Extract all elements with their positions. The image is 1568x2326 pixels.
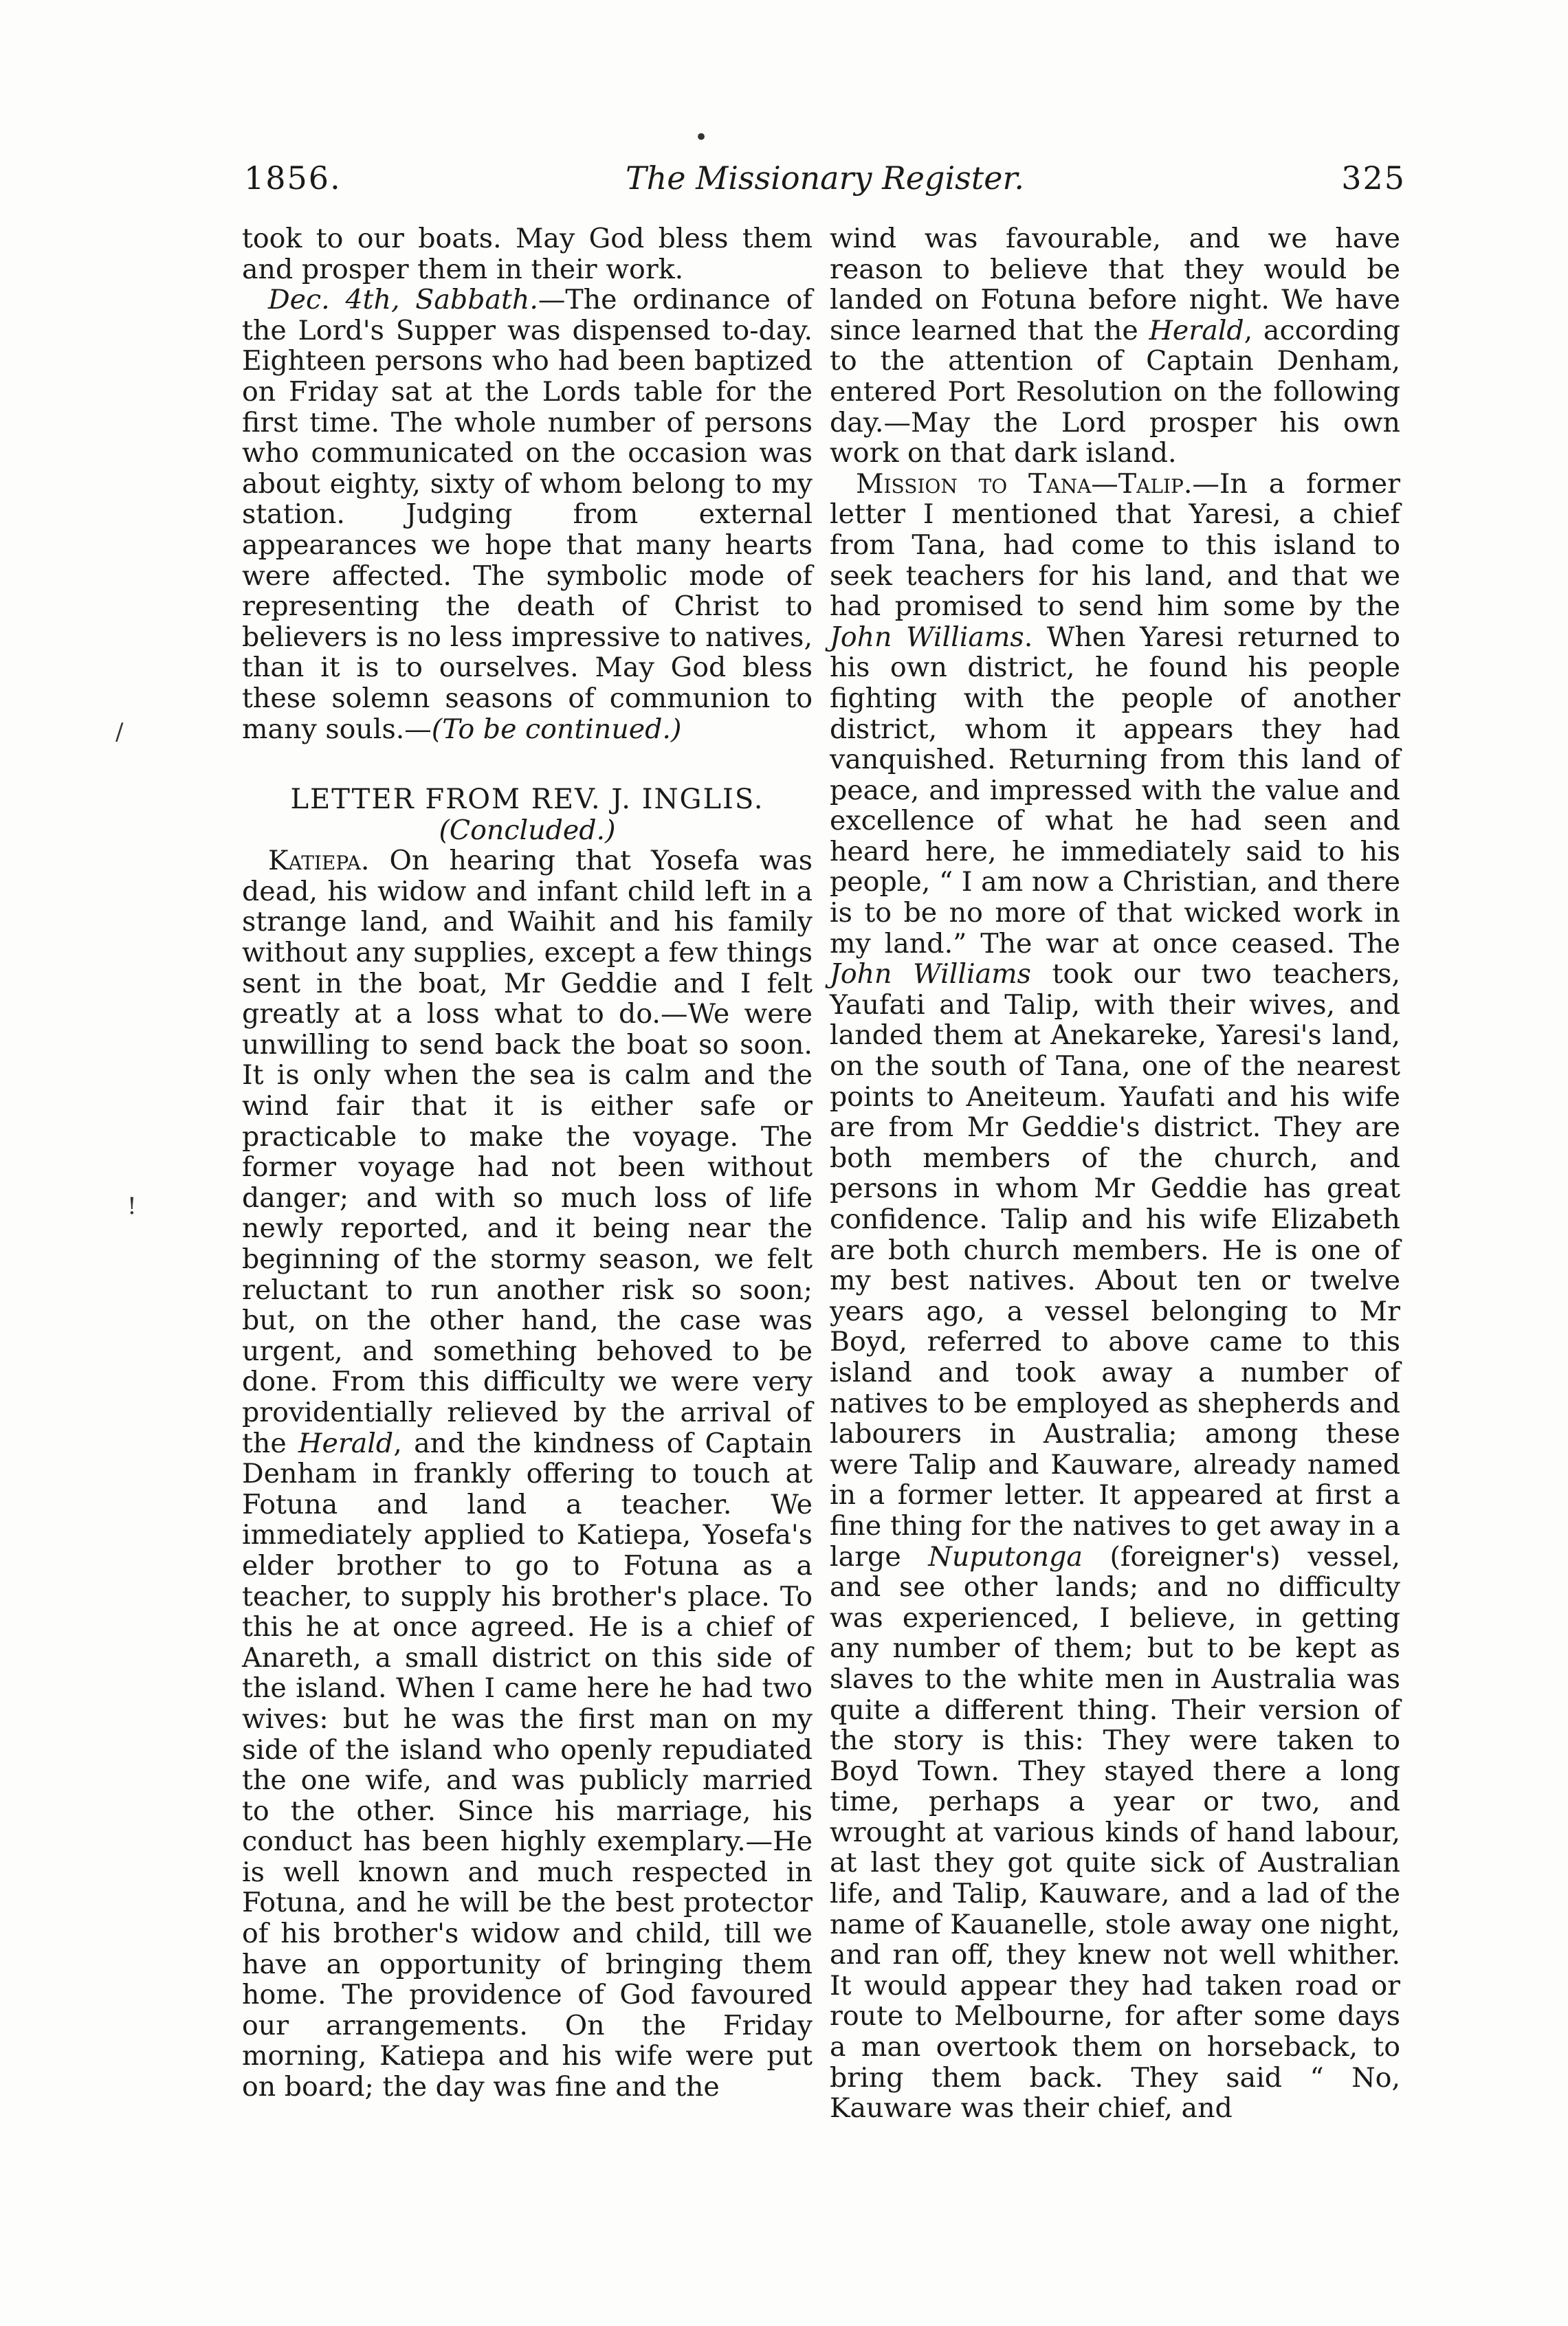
right-para-2b: . When Yaresi returned to his own district, he found his people fighting with the people of another district, whom it appears they had vanquished. Returning from this land of peace, and impressed with the value and excellence of what he had seen and heard here, he immediately said to his people, “ I am now a Christian, and there is to be no more of that wicked work in my land.” The war at once ceased. The — [830, 621, 1400, 960]
left-para-3-body: On hearing that Yosefa was dead, his widow and infant child left in a strange land, and Waihit and his family without any supplies, except a few things sent in the boat, Mr Geddie and I felt greatly at a loss what to do.—We were unwilling to send back the boat so soon. It is only when the sea is calm and the wind fair that it is either safe or practicable to make the voyage. The former voyage had not been without danger; and with so much loss of life newly reported, and it being near the beginning of the stormy season, we felt reluctant to run another risk so soon; but, on the other hand, the case was urgent, and something behoved to be done. From this difficulty we were very providentially relieved by the arrival of the — [242, 845, 813, 1459]
ship-john-williams-1: John Williams — [830, 621, 1024, 653]
right-para-1b: , according to the attention of Captain Denham, entered Port Resolution on the following day.—May the Lord prosper his own work on that dark island. — [830, 314, 1400, 469]
header-year: 1856. — [244, 159, 342, 197]
letter-heading: LETTER FROM REV. J. INGLIS. — [290, 784, 764, 816]
right-para-2 — [830, 469, 1400, 2124]
margin-mark: ! — [127, 1193, 137, 1220]
date-entry: Dec. 4th, Sabbath. — [268, 284, 538, 316]
left-column — [242, 223, 813, 2103]
right-para-2c: took our two teachers, Yaufati and Talip, with their wives, and landed them at Anekareke, Yaresi's land, on the south of Tana, one of the nearest points to Aneiteum. Yaufati and his wife are from Mr Geddie's district. They are both members of the church, and persons in whom Mr Geddie has great confidence. Talip and his wife Elizabeth are both church members. He is one of my best natives. About ten or twelve years ago, a vessel belonging to Mr Boyd, referred to above came to this island and took away a number of natives to be employed as shepherds and labourers in Australia; among these were Talip and Kauware, already named in a former letter. It appeared at first a fine thing for the natives to get away in a large — [830, 958, 1400, 1573]
right-column — [830, 223, 1400, 2124]
ship-herald-2: Herald — [1149, 314, 1244, 346]
letter-subheading: (Concluded.) — [439, 814, 616, 846]
header-page-number: 325 — [1341, 159, 1406, 197]
nuputonga-term: Nuputonga — [928, 1540, 1083, 1573]
left-para-3-cont: , and the kindness of Captain Denham in frankly offering to touch at Fotuna and land a teacher. We immediately applied to Katiepa, Yosefa's elder brother to go to Fotuna as a teacher, to supply his brother's place. To this he at once agreed. He is a chief of Anareth, a small district on this side of the island. When I came here he had two wives: but he was the first man on my side of the island who openly repudiated the one wife, and was publicly married to the other. Since his marriage, his conduct has been highly exemplary.—He is well known and much respected in Fotuna, and he will be the best protector of his brother's widow and child, till we have an opportunity of bringing them home. The providence of God favoured our arrangements. On the Friday morning, Katiepa and his wife were put on board; the day was fine and the — [242, 1427, 813, 2103]
ship-herald: Herald — [298, 1427, 394, 1459]
right-para-1 — [830, 223, 1400, 469]
right-para-2d: (foreigner's) vessel, and see other lands; and no difficulty was experienced, I believe, in getting any number of them; but to be kept as slaves to the white men in Australia was quite a different thing. Their version of the story is this: They were taken to Boyd Town. They stayed there a long time, perhaps a year or two, and wrought at various kinds of hand labour, at last they got quite sick of Australian life, and Talip, Kauware, and a lad of the name of Kauanelle, stole away one night, and ran off, they knew not well whither. It would appear they had taken road or route to Melbourne, for after some days a man overtook them on horseback, to bring them back. They said “ No, Kauware was their chief, and — [830, 1540, 1400, 2125]
ship-john-williams-2: John Williams — [830, 958, 1031, 990]
mission-tana-lead: Mission to Tana—Talip. — [856, 467, 1193, 500]
right-para-1a: wind was favourable, and we have reason to believe that they would be landed on Fotuna before night. We have since learned that the — [830, 223, 1400, 346]
left-para-3 — [242, 845, 813, 2102]
margin-mark: / — [115, 718, 124, 746]
right-para-2a: —In a former letter I mentioned that Yaresi, a chief from Tana, had come to this island to seek teachers for his land, and that we had promised to send him some by the — [830, 467, 1400, 623]
scan-speck: • — [694, 124, 709, 151]
left-para-1: took to our boats. May God bless them and prosper them in their work. — [242, 223, 813, 285]
katiepa-lead: Katiepa. — [268, 845, 370, 877]
left-para-2 — [242, 285, 813, 744]
header-journal-title: The Missionary Register. — [625, 159, 1025, 197]
left-para-2-body: —The ordinance of the Lord's Supper was dispensed to-day. Eighteen persons who had been baptized on Friday sat at the Lords table for the first time. The whole number of persons who communicated on the occasion was about eighty, sixty of whom belong to my station. Judging from external appearances we hope that many hearts were affected. The symbolic mode of representing the death of Christ to believers is no less impressive to natives, than it is to ourselves. May God bless these solemn seasons of communion to many souls.— — [242, 284, 813, 745]
to-be-continued: (To be continued.) — [431, 713, 682, 745]
running-header — [244, 159, 1406, 208]
